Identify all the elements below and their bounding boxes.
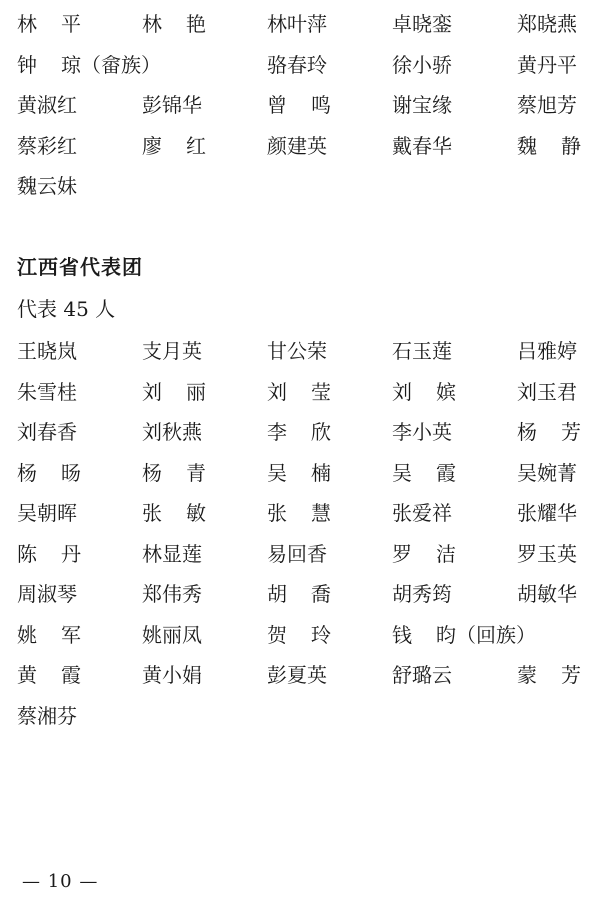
delegate-name: 杨 旸 [17, 460, 81, 485]
delegate-name: 蔡彩红 [17, 133, 77, 158]
delegate-name: 蔡湘芬 [17, 703, 77, 728]
delegate-name: 王晓岚 [17, 339, 77, 364]
delegate-name: 甘公荣 [267, 339, 327, 364]
delegate-name: 胡 喬 [267, 582, 331, 607]
delegate-name: 李 欣 [267, 420, 331, 445]
delegate-name: 林 平 [17, 12, 81, 37]
delegate-name: 林 艳 [142, 12, 206, 37]
previous_group-row [17, 4, 587, 45]
jiangxi-row [17, 493, 587, 534]
delegate-name: 骆春玲 [267, 52, 327, 77]
jiangxi-row [17, 615, 587, 656]
delegate-name: 吴朝晖 [17, 501, 77, 526]
delegate-name: 周淑琴 [17, 582, 77, 607]
delegate-name: 刘秋燕 [142, 420, 202, 445]
delegate-name: 徐小骄 [392, 52, 452, 77]
delegate-name: 姚 军 [17, 622, 81, 647]
delegation-title: 江西省代表团 [17, 255, 143, 279]
delegate-name: 钟 琼（畲族） [17, 52, 161, 77]
delegate-name: 彭夏英 [267, 663, 327, 688]
delegate-name: 舒璐云 [392, 663, 452, 688]
delegate-name: 易回香 [267, 541, 327, 566]
previous_group-row [17, 126, 587, 167]
delegate-name: 刘 莹 [267, 379, 331, 404]
delegate-name: 朱雪桂 [17, 379, 77, 404]
delegate-name: 张 敏 [142, 501, 206, 526]
delegate-name: 张耀华 [517, 501, 577, 526]
delegate-name: 张爱祥 [392, 501, 452, 526]
previous_group-row [17, 85, 587, 126]
delegate-name: 颜建英 [267, 133, 327, 158]
delegate-name: 刘春香 [17, 420, 77, 445]
delegate-name: 卓晓銮 [392, 12, 452, 37]
delegate-name: 吕雅婷 [517, 339, 577, 364]
delegate-name: 刘 嫔 [392, 379, 456, 404]
delegate-name: 刘玉君 [517, 379, 577, 404]
delegate-name: 李小英 [392, 420, 452, 445]
delegate-name: 郑伟秀 [142, 582, 202, 607]
delegate-name: 贺 玲 [267, 622, 331, 647]
delegate-name: 彭锦华 [142, 93, 202, 118]
page-number: — 10 — [22, 871, 99, 892]
delegate-name: 黄小娟 [142, 663, 202, 688]
jiangxi-delegate-name-list [17, 331, 587, 736]
delegate-name: 罗玉英 [517, 541, 577, 566]
delegate-name: 杨 芳 [517, 420, 581, 445]
previous_group-row [17, 166, 587, 207]
delegate-name: 黄淑红 [17, 93, 77, 118]
delegate-name: 黄 霞 [17, 663, 81, 688]
delegate-name: 吴婉菁 [517, 460, 577, 485]
delegate-name: 黄丹平 [517, 52, 577, 77]
delegate-name: 林叶萍 [267, 12, 327, 37]
previous-delegation-name-list [17, 4, 587, 207]
jiangxi-row [17, 696, 587, 737]
delegate-name: 刘 丽 [142, 379, 206, 404]
delegate-name: 魏云妹 [17, 174, 77, 199]
delegate-name: 钱 昀（回族） [392, 622, 536, 647]
delegate-name: 胡秀筠 [392, 582, 452, 607]
jiangxi-row [17, 655, 587, 696]
delegate-name: 戴春华 [392, 133, 452, 158]
delegate-name: 曾 鸣 [267, 93, 331, 118]
jiangxi-row [17, 534, 587, 575]
delegate-count: 代表 45 人 [17, 297, 116, 321]
delegate-name: 蒙 芳 [517, 663, 581, 688]
jiangxi-row [17, 412, 587, 453]
delegate-name: 张 慧 [267, 501, 331, 526]
previous_group-row [17, 45, 587, 86]
delegate-name: 吴 楠 [267, 460, 331, 485]
delegate-name: 支月英 [142, 339, 202, 364]
delegate-name: 杨 青 [142, 460, 206, 485]
jiangxi-row [17, 331, 587, 372]
delegate-name: 郑晓燕 [517, 12, 577, 37]
jiangxi-row [17, 574, 587, 615]
delegate-name: 蔡旭芳 [517, 93, 577, 118]
delegate-name: 魏 静 [517, 133, 581, 158]
delegate-name: 姚丽凤 [142, 622, 202, 647]
delegate-name: 廖 红 [142, 133, 206, 158]
jiangxi-row [17, 453, 587, 494]
delegate-name: 石玉莲 [392, 339, 452, 364]
jiangxi-row [17, 372, 587, 413]
delegate-name: 胡敏华 [517, 582, 577, 607]
delegate-name: 吴 霞 [392, 460, 456, 485]
delegate-name: 陈 丹 [17, 541, 81, 566]
delegate-name: 谢宝缘 [392, 93, 452, 118]
delegate-name: 林显莲 [142, 541, 202, 566]
delegate-name: 罗 洁 [392, 541, 456, 566]
